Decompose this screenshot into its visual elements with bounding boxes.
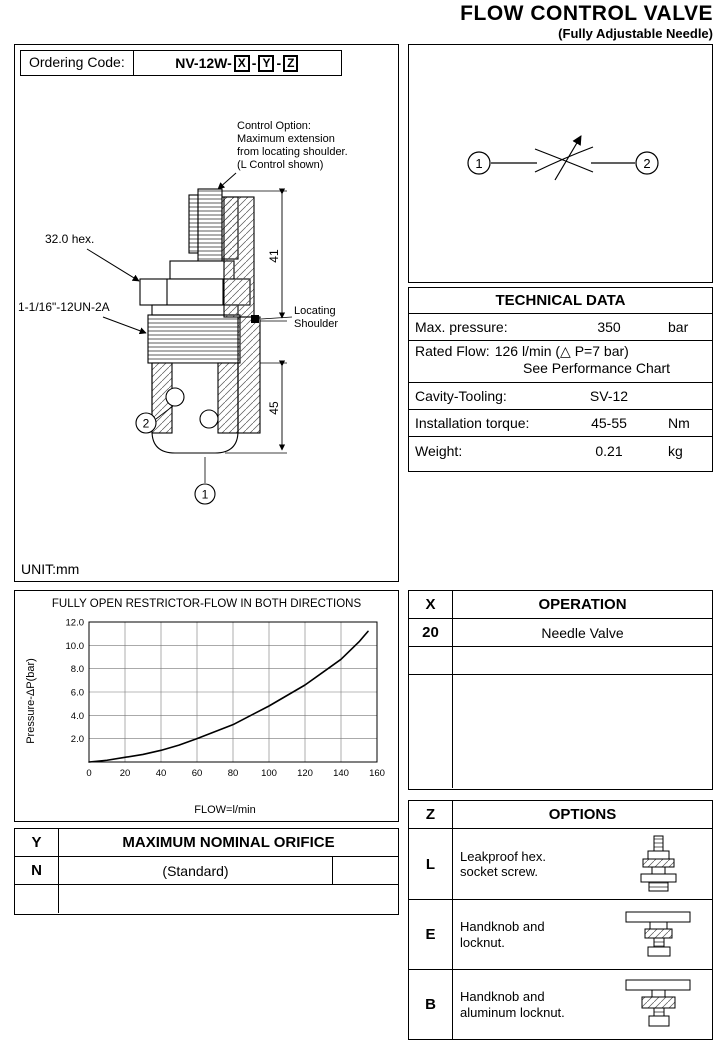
operation-title: OPERATION bbox=[538, 596, 627, 613]
chart-title: FULLY OPEN RESTRICTOR-FLOW IN BOTH DIRECTIONS bbox=[51, 598, 362, 610]
option-row-b bbox=[409, 970, 712, 1039]
option-e-drawing-icon bbox=[603, 900, 712, 969]
valve-body-shapes bbox=[140, 189, 260, 453]
tech-unit-weight: kg bbox=[668, 442, 683, 459]
tech-unit-max-pressure: bar bbox=[668, 319, 689, 335]
thread-leader-arrow-icon bbox=[103, 317, 146, 333]
valve-drawing-panel bbox=[14, 44, 399, 582]
tech-value-rated-flow: 126 l/min (△ P=7 bar) bbox=[494, 343, 629, 359]
option-b-drawing-icon bbox=[603, 970, 712, 1039]
orifice-title: MAXIMUM NOMINAL ORIFICE bbox=[122, 834, 335, 851]
svg-text:80: 80 bbox=[227, 768, 239, 779]
ordering-code-prefix: NV-12W- bbox=[175, 55, 232, 71]
operation-filler-cell bbox=[453, 675, 712, 788]
option-b-code: B bbox=[409, 970, 453, 1039]
operation-filler-code-cell bbox=[409, 675, 453, 788]
port-1-number: 1 bbox=[201, 487, 209, 502]
orifice-row-label: (Standard) bbox=[162, 862, 229, 879]
tech-value-torque: 45-55 bbox=[591, 415, 627, 431]
operation-row-label: Needle Valve bbox=[541, 624, 624, 641]
option-b-line2: aluminum locknut. bbox=[460, 1004, 565, 1020]
symbol-port-2-number: 2 bbox=[643, 156, 651, 171]
tech-value-max-pressure: 350 bbox=[597, 319, 621, 335]
orifice-col-letter: Y bbox=[15, 829, 59, 856]
svg-text:100: 100 bbox=[261, 768, 277, 779]
page-title: FLOW CONTROL VALVE bbox=[460, 2, 713, 25]
orifice-empty-code-cell bbox=[15, 885, 59, 913]
orifice-row-extra-cell bbox=[332, 857, 398, 884]
chart-y-axis-label: Pressure-ΔP(bar) bbox=[25, 658, 37, 744]
operation-col-letter: X bbox=[409, 591, 453, 618]
shoulder-leader-line bbox=[261, 317, 292, 319]
svg-text:12.0: 12.0 bbox=[65, 617, 84, 629]
ordering-code-label: Ordering Code: bbox=[21, 51, 134, 75]
ordering-code-y: Y bbox=[258, 55, 274, 72]
symbol-restrictor-arc-2-icon bbox=[535, 149, 593, 172]
svg-text:40: 40 bbox=[155, 768, 167, 779]
svg-text:120: 120 bbox=[297, 768, 313, 779]
ordering-code-sep2: - bbox=[276, 55, 282, 71]
operation-empty-cell bbox=[453, 647, 712, 674]
option-e-line2: locknut. bbox=[460, 934, 505, 950]
control-option-note-line2: Maximum extension bbox=[237, 133, 335, 145]
option-l-drawing-icon bbox=[603, 829, 712, 899]
tech-value-weight: 0.21 bbox=[595, 442, 623, 459]
svg-text:4.0: 4.0 bbox=[70, 710, 84, 722]
chart-x-axis-label: FLOW=l/min bbox=[194, 804, 256, 816]
option-e-description bbox=[453, 900, 603, 969]
control-option-note-line3: from locating shoulder. bbox=[237, 146, 348, 158]
operation-empty-code-cell bbox=[409, 647, 453, 674]
options-col-letter: Z bbox=[409, 801, 453, 828]
svg-text:20: 20 bbox=[119, 768, 131, 779]
unit-note: UNIT:mm bbox=[21, 561, 80, 577]
orifice-row-code: N bbox=[15, 857, 59, 884]
orifice-header-row bbox=[15, 829, 398, 857]
port-2-number: 2 bbox=[142, 416, 150, 431]
ordering-code-value bbox=[134, 51, 341, 75]
tech-value-cavity: SV-12 bbox=[589, 388, 629, 404]
title-block bbox=[460, 2, 713, 41]
operation-empty-row bbox=[409, 647, 712, 675]
hex-leader-arrow-icon bbox=[87, 249, 139, 281]
tech-row-rated-flow bbox=[409, 341, 712, 383]
svg-text:8.0: 8.0 bbox=[70, 664, 84, 676]
options-table bbox=[408, 800, 713, 1040]
orifice-table bbox=[14, 828, 399, 915]
option-row-e bbox=[409, 900, 712, 970]
option-b-line1: Handknob and bbox=[460, 989, 545, 1005]
orifice-empty-row bbox=[15, 885, 398, 913]
valve-cross-section-drawing bbox=[15, 101, 398, 556]
hex-size-label: 32.0 hex. bbox=[45, 232, 95, 246]
option-row-l bbox=[409, 829, 712, 900]
control-note-leader-arrow-icon bbox=[218, 173, 236, 189]
options-title: OPTIONS bbox=[548, 806, 617, 823]
technical-data-title: TECHNICAL DATA bbox=[409, 288, 712, 314]
tech-label-rated-flow: Rated Flow: bbox=[415, 343, 490, 359]
ordering-code-row bbox=[20, 50, 342, 76]
operation-table bbox=[408, 590, 713, 790]
ordering-code-sep1: - bbox=[251, 55, 257, 71]
tech-label-max-pressure: Max. pressure: bbox=[415, 319, 508, 335]
dim-45-label: 45 bbox=[267, 401, 281, 415]
svg-text:6.0: 6.0 bbox=[70, 687, 84, 699]
svg-text:0: 0 bbox=[86, 768, 92, 779]
ordering-code-z: Z bbox=[283, 55, 298, 72]
svg-text:60: 60 bbox=[191, 768, 203, 779]
page-subtitle: (Fully Adjustable Needle) bbox=[558, 26, 713, 41]
tech-row-torque bbox=[409, 410, 712, 437]
symbol-port-1-number: 1 bbox=[475, 156, 483, 171]
operation-header-row bbox=[409, 591, 712, 619]
hydraulic-symbol-panel bbox=[408, 44, 713, 283]
option-e-line1: Handknob and bbox=[460, 919, 545, 935]
locating-shoulder-label-line1: Locating bbox=[294, 305, 336, 317]
dim-41-label: 41 bbox=[267, 249, 281, 263]
option-e-code: E bbox=[409, 900, 453, 969]
operation-filler-row bbox=[409, 675, 712, 788]
tech-label-torque: Installation torque: bbox=[415, 415, 530, 431]
tech-note-rated-flow: See Performance Chart bbox=[523, 360, 671, 376]
svg-text:160: 160 bbox=[369, 768, 385, 779]
tech-row-max-pressure bbox=[409, 314, 712, 341]
tech-label-cavity: Cavity-Tooling: bbox=[415, 388, 507, 404]
performance-chart bbox=[33, 616, 393, 792]
options-header-row bbox=[409, 801, 712, 829]
thread-spec-label: 1-1/16"-12UN-2A bbox=[18, 300, 110, 314]
control-option-note-line1: Control Option: bbox=[237, 120, 311, 132]
technical-data-panel bbox=[408, 287, 713, 472]
tech-row-weight bbox=[409, 437, 712, 464]
tech-label-weight: Weight: bbox=[415, 442, 463, 459]
operation-row-code: 20 bbox=[409, 619, 453, 646]
tech-row-cavity bbox=[409, 383, 712, 410]
option-l-line2: socket screw. bbox=[460, 864, 539, 879]
orifice-empty-cell bbox=[59, 885, 398, 913]
orifice-row-n bbox=[15, 857, 398, 885]
option-l-code: L bbox=[409, 829, 453, 899]
performance-chart-panel bbox=[14, 590, 399, 822]
option-l-description bbox=[453, 829, 603, 899]
svg-text:2.0: 2.0 bbox=[70, 734, 84, 746]
control-option-note-line4: (L Control shown) bbox=[237, 159, 324, 171]
svg-text:140: 140 bbox=[333, 768, 349, 779]
option-b-description bbox=[453, 970, 603, 1039]
ordering-code-x: X bbox=[234, 55, 250, 72]
locating-shoulder-label-line2: Shoulder bbox=[294, 318, 339, 330]
tech-unit-torque: Nm bbox=[668, 415, 690, 431]
operation-row-20 bbox=[409, 619, 712, 647]
flow-pressure-curve bbox=[89, 631, 368, 762]
svg-text:10.0: 10.0 bbox=[65, 640, 84, 652]
option-l-line1: Leakproof hex. bbox=[460, 848, 547, 864]
needle-valve-symbol bbox=[409, 45, 712, 282]
